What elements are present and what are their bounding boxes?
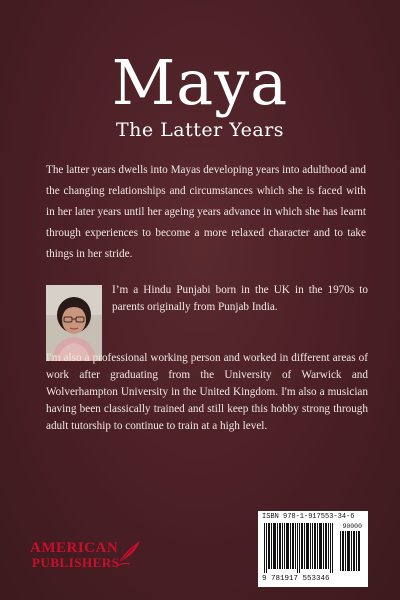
isbn-label: ISBN 978-1-917553-34-6 [262,513,355,521]
book-subtitle: The Latter Years [115,119,285,141]
barcode-addon-bars [340,531,362,571]
publisher-name-line2: PUBLISHERS [32,555,120,570]
barcode-bars [264,523,336,573]
publisher-logo [28,540,148,574]
book-title: Maya [111,46,289,119]
book-blurb: The latter years dwells into Mayas developing years into adulthood and the changing relationships and circumstances which she is faced with in her later years until her ageing years advance in which she has learnt through experiences to become a more relaxed character and to take things in her stride. [46,164,367,260]
author-bio-intro [112,282,368,316]
publisher-name-line1: AMERICAN [30,540,119,556]
barcode-digits: 9 781917 553346 [262,575,330,583]
author-bio-intro-text: I’m a Hindu Punjabi born in the UK in the 1970s to parents originally from Punjab India. [112,284,368,313]
price-code: 90000 [342,523,362,530]
author-bio-paragraph: I'm also a professional working person and worked in different areas of work after graduating from the University of Warwick and Wolverhampton University in the United Kingdom. I'm also a musician having been classically trained and still keep this hobby strong through adult tutorship to continue to train at a high level. [46,352,368,432]
isbn-barcode [258,511,368,587]
feather-quill-icon [114,538,144,568]
